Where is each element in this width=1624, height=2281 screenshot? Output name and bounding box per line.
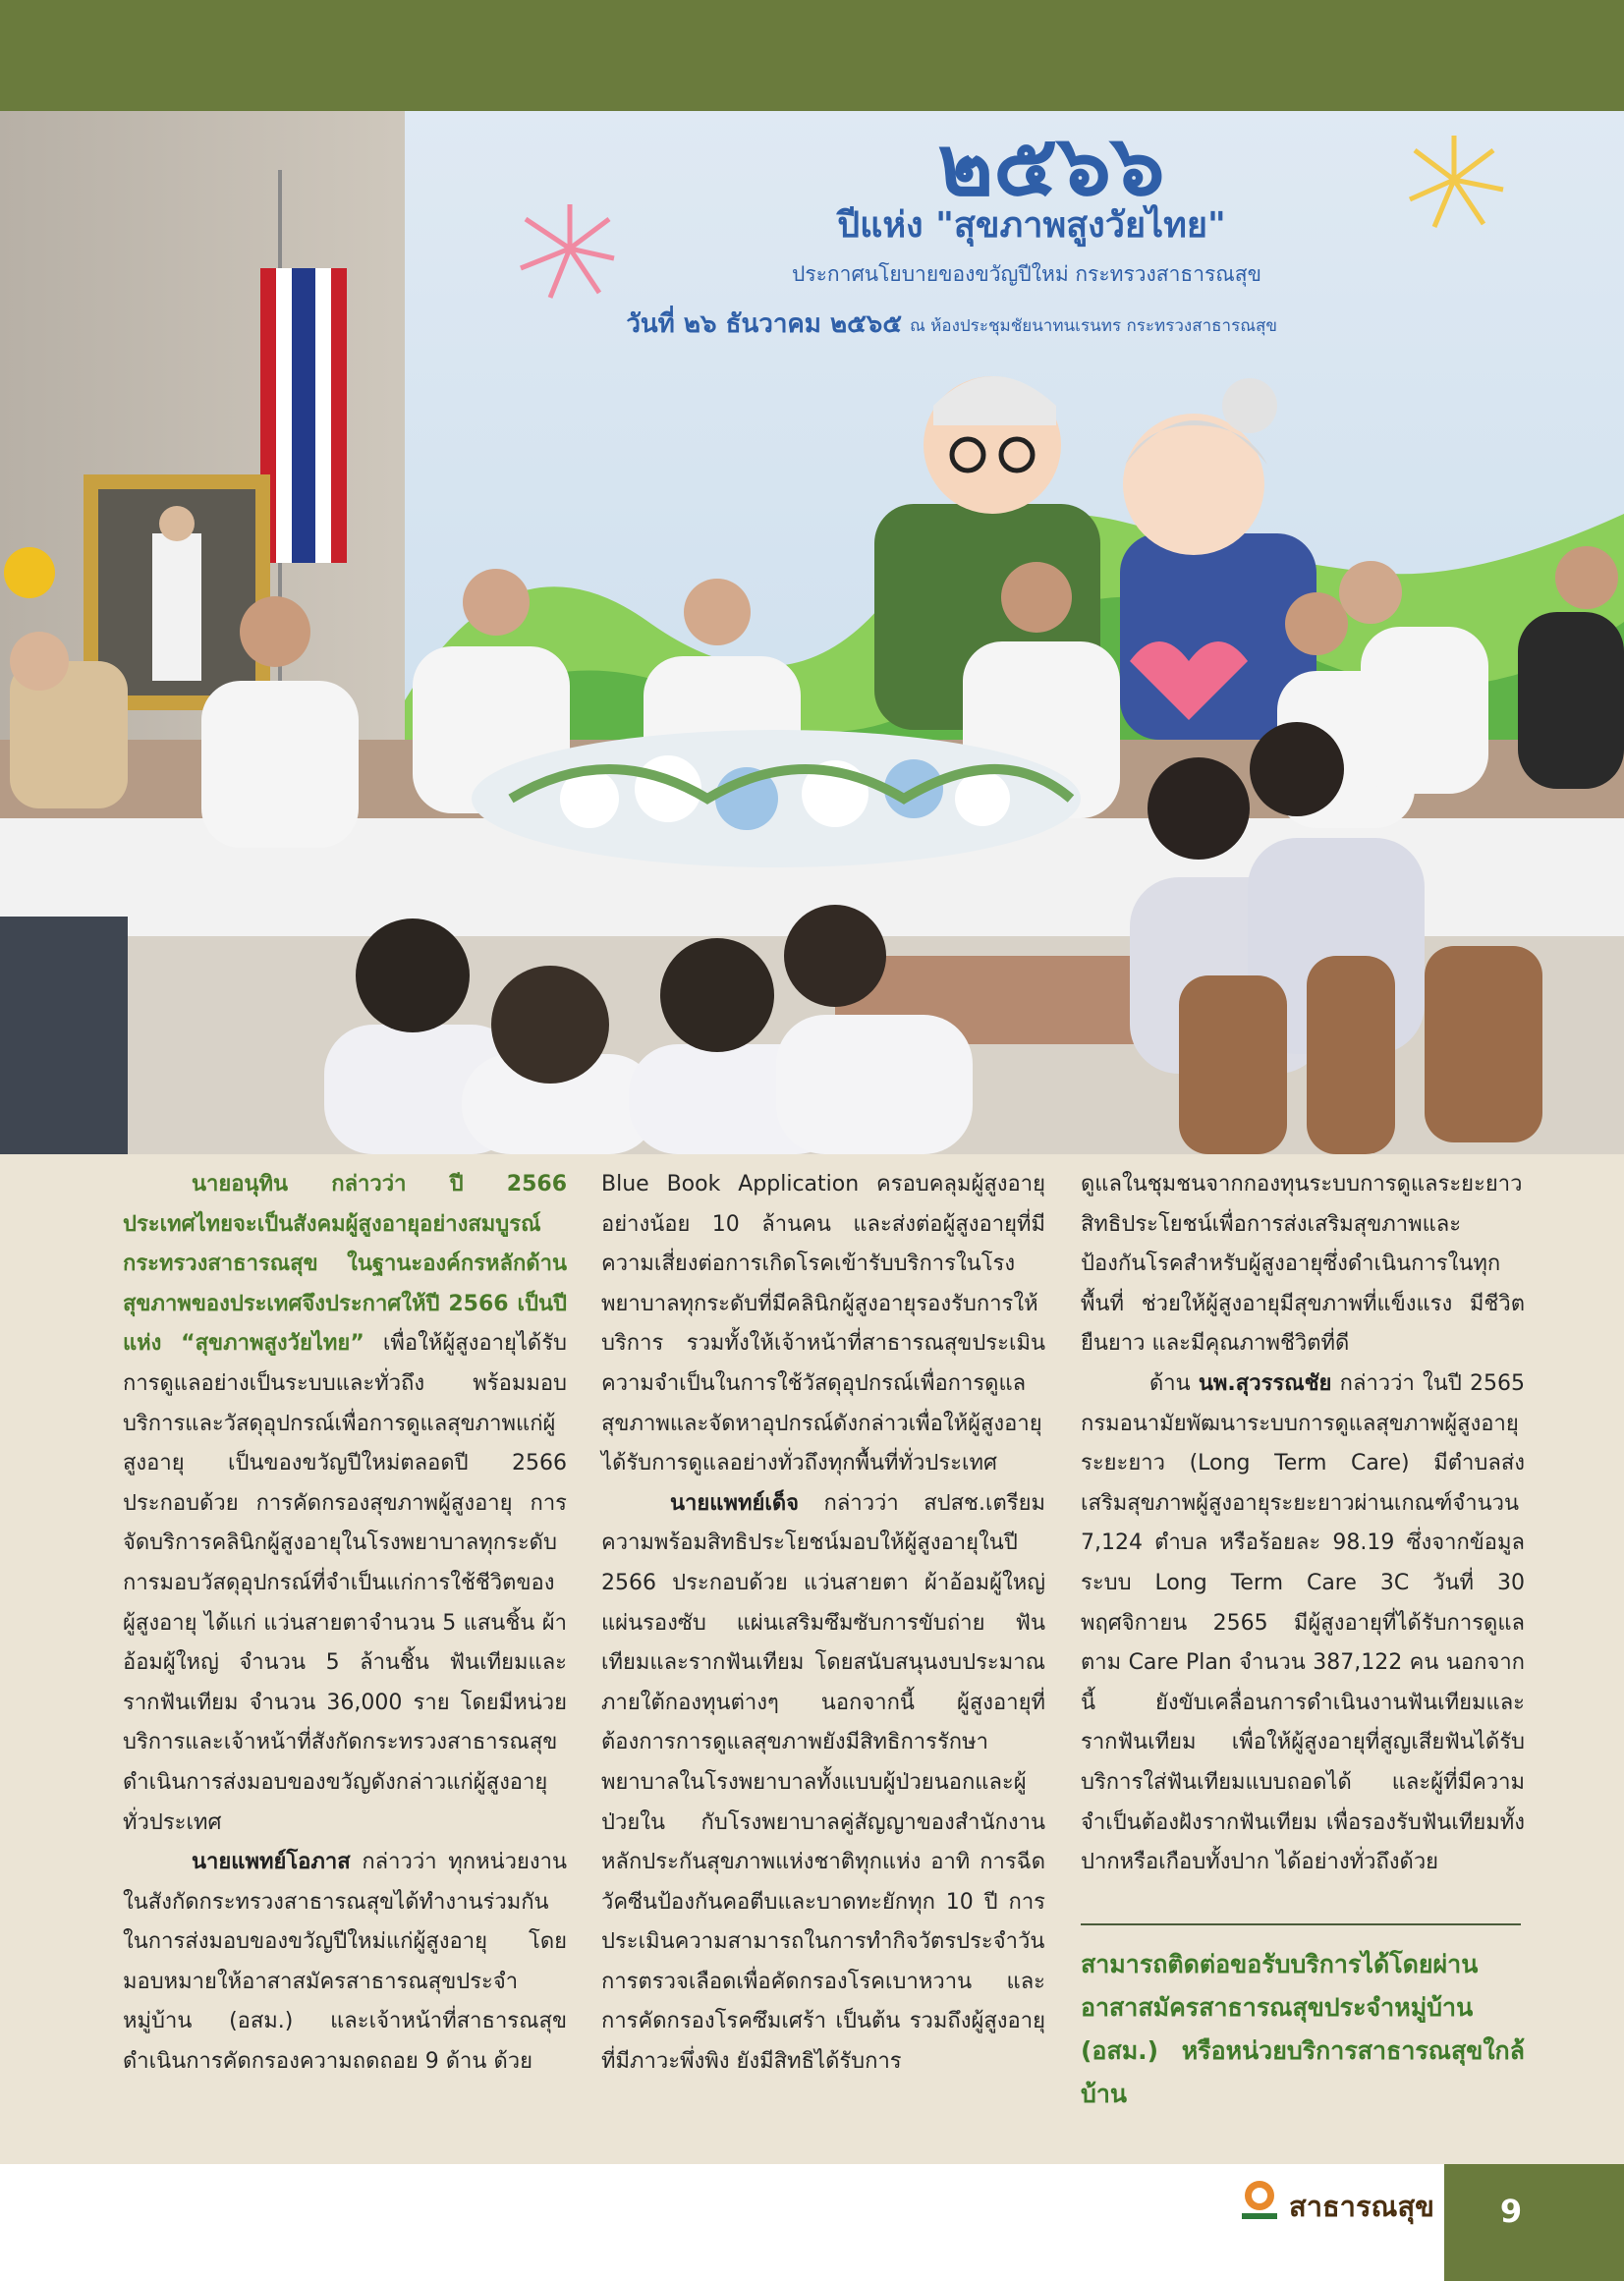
banner-date: วันที่ ๒๖ ธันวาคม ๒๕๖๕ bbox=[626, 309, 902, 339]
speaker-name: นายแพทย์โอภาส bbox=[192, 1850, 351, 1875]
article-column-1 bbox=[123, 1165, 567, 2083]
paragraph-jed bbox=[601, 1484, 1045, 2083]
flower-centerpiece bbox=[472, 730, 1081, 867]
speaker-name: นพ.สุวรรณชัย bbox=[1198, 1370, 1332, 1396]
banner-subtitle: ประกาศนโยบายของขวัญปีใหม่ กระทรวงสาธารณสุข bbox=[792, 262, 1261, 286]
paragraph-text: เพื่อให้ผู้สูงอายุได้รับการดูแลอย่างเป็นระบบและทั่วถึง พร้อมมอบบริการและวัสดุอุปกรณ์เพื่อการดูแลสุขภาพแก่ผู้สูงอายุ เป็นของขวัญปีใหม่ตลอดปี 2566 ประกอบด้วย การคัดกรองสุขภาพผู้สูงอายุ การจัดบริการคลินิกผู้สูงอายุในโรงพยาบาลทุกระดับ การมอบวัสดุอุปกรณ์ที่จำเป็นแก่การใช้ชีวิตของผู้สูงอายุ ได้แก่ แว่นสายตาจำนวน 5 แสนชิ้น ผ้าอ้อมผู้ใหญ่ จำนวน 5 ล้านชิ้น ฟันเทียมและรากฟันเทียม จำนวน 36,000 ราย โดยมีหน่วยบริการและเจ้าหน้าที่สังกัดกระทรวงสาธารณสุขดำเนินการส่งมอบของขวัญดังกล่าวแก่ผู้สูงอายุทั่วประเทศ bbox=[123, 1331, 568, 1835]
paragraph-text: กล่าวว่า สปสช.เตรียมความพร้อมสิทธิประโยชน์มอบให้ผู้สูงอายุในปี 2566 ประกอบด้วย แว่นสายตา ผ้าอ้อมผู้ใหญ่ แผ่นรองซับ แผ่นเสริมซึมซับการขับถ่าย ฟันเทียมและรากฟันเทียม โดยสนับสนุนงบประมาณภายใต้กองทุนต่างๆ นอกจากนี้ ผู้สูงอายุที่ต้องการการดูแลสุขภาพยังมีสิทธิการรักษาพยาบาลในโรงพยาบาลทั้งแบบผู้ป่วยนอกและผู้ป่วยใน กับโรงพยาบาลคู่สัญญาของสำนักงานหลักประกันสุขภาพแห่งชาติทุกแห่ง อาทิ การฉีดวัคซีนป้องกันคอตีบและบาดทะยักทุก 10 ปี การประเมินความสามารถในการทำกิจวัตรประจำวัน การตรวจเลือดเพื่อคัดกรองโรคเบาหวาน และการคัดกรองโรคซึมเศร้า เป็นต้น รวมถึงผู้สูงอายุที่มีภาวะพึ่งพิง ยังมีสิทธิได้รับการ bbox=[601, 1490, 1045, 2075]
paragraph-opas bbox=[123, 1843, 567, 2083]
event-photo bbox=[0, 111, 1624, 1154]
article-column-2 bbox=[601, 1165, 1045, 2083]
flower-arrangement-left bbox=[4, 547, 55, 598]
lead-statement: นายอนุทิน กล่าวว่า ปี 2566 ประเทศไทยจะเป็นสังคมผู้สูงอายุอย่างสมบูรณ์ กระทรวงสาธารณสุข ในฐานะองค์กรหลักด้านสุขภาพของประเทศจึงประกาศให้ปี 2566 เป็นปีแห่ง “สุขภาพสูงวัยไทย” bbox=[123, 1172, 567, 1357]
paragraph-community-care: ดูแลในชุมชนจากกองทุนระบบการดูแลระยะยาว สิทธิประโยชน์เพื่อการส่งเสริมสุขภาพและป้องกันโรคสำหรับผู้สูงอายุซึ่งดำเนินการในทุกพื้นที่ ช่วยให้ผู้สูงอายุมีสุขภาพที่แข็งแรง มีชีวิตยืนยาว และมีคุณภาพชีวิตที่ดี bbox=[1081, 1172, 1525, 1357]
paragraph-suwannachai bbox=[1081, 1364, 1525, 1883]
banner-venue: ณ ห้องประชุมชัยนาทนเรนทร กระทรวงสาธารณสุข bbox=[910, 316, 1277, 336]
paragraph-anutin bbox=[123, 1165, 567, 1843]
paragraph-text: ด้าน bbox=[1149, 1370, 1199, 1396]
laptop-screen bbox=[0, 917, 128, 1154]
top-color-band bbox=[0, 0, 1624, 111]
magazine-logo bbox=[1240, 2178, 1279, 2221]
paragraph-text: กล่าวว่า ทุกหน่วยงานในสังกัดกระทรวงสาธารณสุขได้ทำงานร่วมกันในการส่งมอบของขวัญปีใหม่แก่ผู้สูงอายุ โดยมอบหมายให้อาสาสมัครสาธารณสุขประจำหมู่บ้าน (อสม.) และเจ้าหน้าที่สาธารณสุขดำเนินการคัดกรองความถดถอย 9 ด้าน ด้วย bbox=[123, 1850, 567, 2075]
section-divider bbox=[1081, 1923, 1521, 1925]
paragraph-blue-book: Blue Book Application ครอบคลุมผู้สูงอายุอย่างน้อย 10 ล้านคน และส่งต่อผู้สูงอายุที่มีความเสี่ยงต่อการเกิดโรคเข้ารับบริการในโรงพยาบาลทุกระดับที่มีคลินิกผู้สูงอายุรองรับการให้บริการ รวมทั้งให้เจ้าหน้าที่สาธารณสุขประเมินความจำเป็นในการใช้วัสดุอุปกรณ์เพื่อการดูแลสุขภาพและจัดหาอุปกรณ์ดังกล่าวเพื่อให้ผู้สูงอายุได้รับการดูแลอย่างทั่วถึงทุกพื้นที่ทั่วประเทศ bbox=[601, 1172, 1045, 1476]
contact-callout: สามารถติดต่อขอรับบริการได้โดยผ่านอาสาสมัครสาธารณสุขประจำหมู่บ้าน (อสม.) หรือหน่วยบริการสาธารณสุขใกล้บ้าน bbox=[1081, 1950, 1525, 2108]
banner-theme: ปีแห่ง "สุขภาพสูงวัยไทย" bbox=[837, 205, 1226, 246]
office-chairs bbox=[1179, 946, 1542, 1154]
paragraph-text: กล่าวว่า ในปี 2565 กรมอนามัยพัฒนาระบบการดูแลสุขภาพผู้สูงอายุระยะยาว (Long Term Care) มีตำบลส่งเสริมสุขภาพผู้สูงอายุระยะยาวผ่านเกณฑ์จำนวน 7,124 ตำบล หรือร้อยละ 98.19 ซึ่งจากข้อมูลระบบ Long Term Care 3C วันที่ 30 พฤศจิกายน 2565 มีผู้สูงอายุที่ได้รับการดูแลตาม Care Plan จำนวน 387,122 คน นอกจากนี้ ยังขับเคลื่อนการดำเนินงานฟันเทียมและรากฟันเทียม เพื่อให้ผู้สูงอายุที่สูญเสียฟันได้รับบริการใส่ฟันเทียมแบบถอดได้ และผู้ที่มีความจำเป็นต้องฝังรากฟันเทียม เพื่อรองรับฟันเทียมทั้งปากหรือเกือบทั้งปาก ได้อย่างทั่วถึงด้วย bbox=[1081, 1370, 1525, 1875]
publication-name: สาธารณสุข bbox=[1289, 2190, 1434, 2223]
speaker-name: นายแพทย์เด็จ bbox=[670, 1490, 800, 1516]
page-number: 9 bbox=[1499, 2193, 1523, 2230]
article-column-3 bbox=[1081, 1165, 1525, 1883]
banner-year: ๒๕๖๖ bbox=[937, 117, 1165, 215]
